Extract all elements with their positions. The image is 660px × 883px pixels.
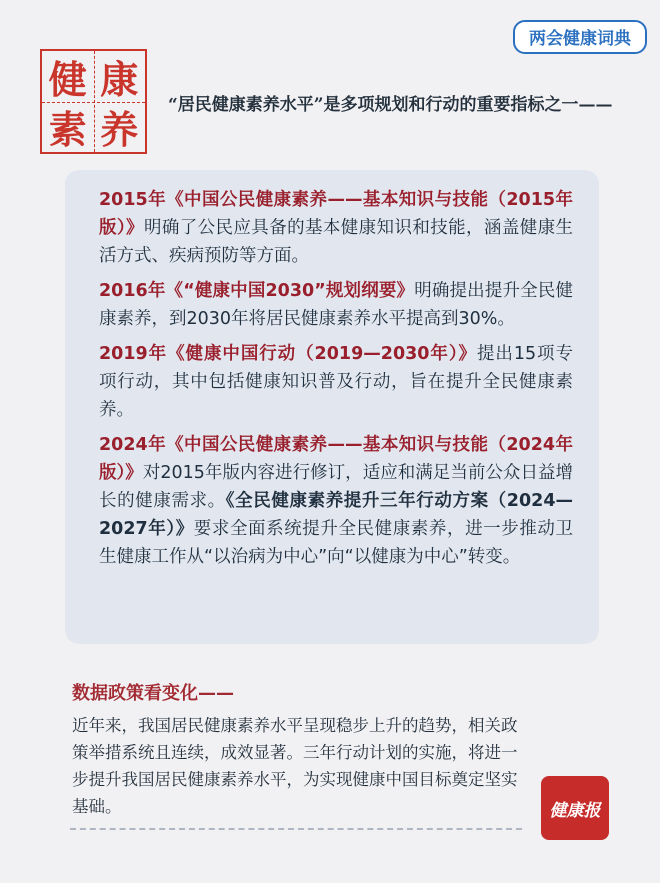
entry-text-secondary: 要求全面系统提升全民健康素养，进一步推动卫生健康工作从“以治病为中心”向“以健康为中心”转变。 bbox=[99, 519, 573, 567]
entry-year: 2019年 bbox=[99, 344, 168, 364]
entry-year: 2016年 bbox=[99, 281, 166, 301]
timeline-entry-2016 bbox=[99, 277, 573, 333]
entry-year: 2015年 bbox=[99, 190, 167, 210]
publisher-badge: 健康报 bbox=[541, 776, 609, 840]
entry-title: 《中国公民健康素养——基本知识与技能（2015年版）》 bbox=[99, 190, 573, 238]
entry-text: 对2015年版内容进行修订，适应和满足当前公众日益增长的健康需求。 bbox=[99, 463, 573, 511]
logo-char-2: 康 bbox=[100, 56, 139, 102]
entry-title: 《“健康中国2030”规划纲要》 bbox=[165, 281, 415, 301]
section-body: 近年来，我国居民健康素养水平呈现稳步上升的趋势，相关政策举措系统且连续，成效显著。三年行动计划的实施，将进一步提升我国居民健康素养水平，为实现健康中国目标奠定坚实基础。 bbox=[72, 716, 518, 816]
timeline-entry-2019 bbox=[99, 340, 573, 424]
entry-text: 明确了公民应具备的基本健康知识和技能，涵盖健康生活方式、疾病预防等方面。 bbox=[99, 218, 574, 266]
timeline-entry-2024 bbox=[99, 431, 573, 571]
section-title: 数据政策看变化—— bbox=[72, 683, 234, 704]
dashed-divider bbox=[70, 828, 522, 830]
entry-title: 《中国公民健康素养——基本知识与技能（2024年版）》 bbox=[99, 435, 573, 483]
section-tag: 两会健康词典 bbox=[513, 20, 647, 54]
logo-char-1: 健 bbox=[48, 56, 87, 102]
logo-char-4: 养 bbox=[100, 107, 139, 153]
entry-title-secondary: 《全民健康素养提升三年行动方案（2024—2027年）》 bbox=[99, 491, 573, 539]
entry-text: 提出15项专项行动，其中包括健康知识普及行动，旨在提升全民健康素养。 bbox=[99, 344, 573, 420]
title-logo bbox=[40, 49, 147, 154]
intro-text: “居民健康素养水平”是多项规划和行动的重要指标之一—— bbox=[168, 95, 613, 115]
timeline-entry-2015 bbox=[99, 186, 573, 270]
logo-char-3: 素 bbox=[48, 107, 87, 153]
entry-text: 明确提出提升全民健康素养，到2030年将居民健康素养水平提高到30%。 bbox=[99, 281, 573, 329]
entry-year: 2024年 bbox=[99, 435, 167, 455]
entry-title: 《健康中国行动（2019—2030年）》 bbox=[167, 344, 477, 364]
timeline-card bbox=[65, 170, 599, 644]
